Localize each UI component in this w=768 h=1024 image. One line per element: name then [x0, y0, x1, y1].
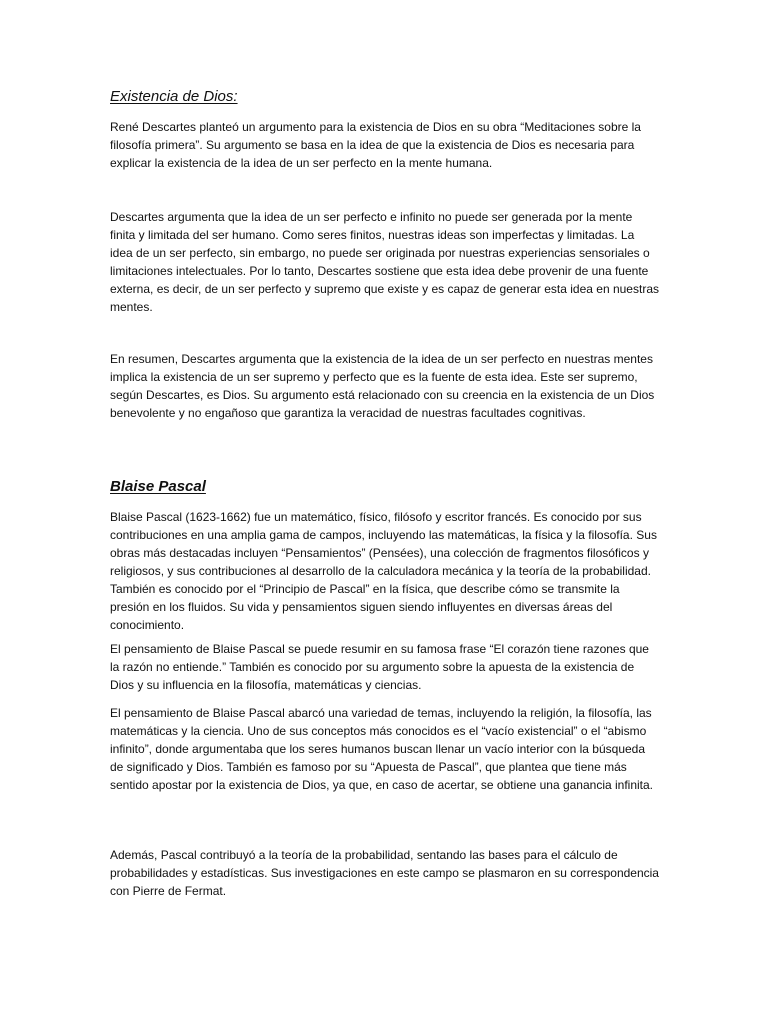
paragraph-pascal-themes: El pensamiento de Blaise Pascal abarcó una variedad de temas, incluyendo la religión, la filosofía, las matemáticas y la ciencia. Uno de sus conceptos más conocidos es el “vacío existencial” o el “abismo infinito”, donde argumentaba que los seres humanos buscan llenar un vacío interior con la búsqueda de significado y Dios. También es famoso por su “Apuesta de Pascal”, que plantea que tiene más sentido apostar por la existencia de Dios, ya que, en caso de acertar, se obtiene una ganancia infinita.: [110, 706, 654, 792]
section-title-blaise-pascal: Blaise Pascal: [110, 478, 206, 495]
paragraph-pascal-probability: Además, Pascal contribuyó a la teoría de la probabilidad, sentando las bases para el cálculo de probabilidades y estadísticas. Sus investigaciones en este campo se plasmaron en su correspondencia con Pierre de Fermat.: [110, 848, 659, 898]
paragraph-pascal-bio: Blaise Pascal (1623-1662) fue un matemático, físico, filósofo y escritor francés. Es conocido por sus contribuciones en una amplia gama de campos, incluyendo las matemáticas, la física y la filosofía. Sus obras más destacadas incluyen “Pensamientos” (Pensées), una colección de fragmentos filosóficos y religiosos, y sus contribuciones al desarrollo de la calculadora mecánica y la teoría de la probabilidad. También es conocido por el “Principio de Pascal” en la física, que describe cómo se transmite la presión en los fluidos. Su vida y pensamientos siguen siendo influyentes en diversas áreas del conocimiento.: [110, 510, 657, 632]
paragraph-descartes-argument: Descartes argumenta que la idea de un ser perfecto e infinito no puede ser generada por la mente finita y limitada del ser humano. Como seres finitos, nuestras ideas son imperfectas y limitadas. La idea de un ser perfecto, sin embargo, no puede ser originada por nuestras experiencias sensoriales o limitaciones intelectuales. Por lo tanto, Descartes sostiene que esta idea debe provenir de una fuente externa, es decir, de un ser perfecto y supremo que existe y es capaz de generar esta idea en nuestras mentes.: [110, 210, 659, 314]
paragraph-descartes-intro: René Descartes planteó un argumento para la existencia de Dios en su obra “Meditaciones sobre la filosofía primera”. Su argumento se basa en la idea de que la existencia de Dios es necesaria para explicar la existencia de la idea de un ser perfecto en la mente humana.: [110, 120, 641, 170]
section-title-existencia-de-dios: Existencia de Dios:: [110, 88, 238, 105]
paragraph-pascal-thought: El pensamiento de Blaise Pascal se puede resumir en su famosa frase “El corazón tiene razones que la razón no entiende.” También es conocido por su argumento sobre la apuesta de la existencia de Dios y su influencia en la filosofía, matemáticas y ciencias.: [110, 642, 649, 692]
paragraph-descartes-summary: En resumen, Descartes argumenta que la existencia de la idea de un ser perfecto en nuestras mentes implica la existencia de un ser supremo y perfecto que es la fuente de esta idea. Este ser supremo, según Descartes, es Dios. Su argumento está relacionado con su creencia en la existencia de un Dios benevolente y no engañoso que garantiza la veracidad de nuestras facultades cognitivas.: [110, 352, 655, 420]
